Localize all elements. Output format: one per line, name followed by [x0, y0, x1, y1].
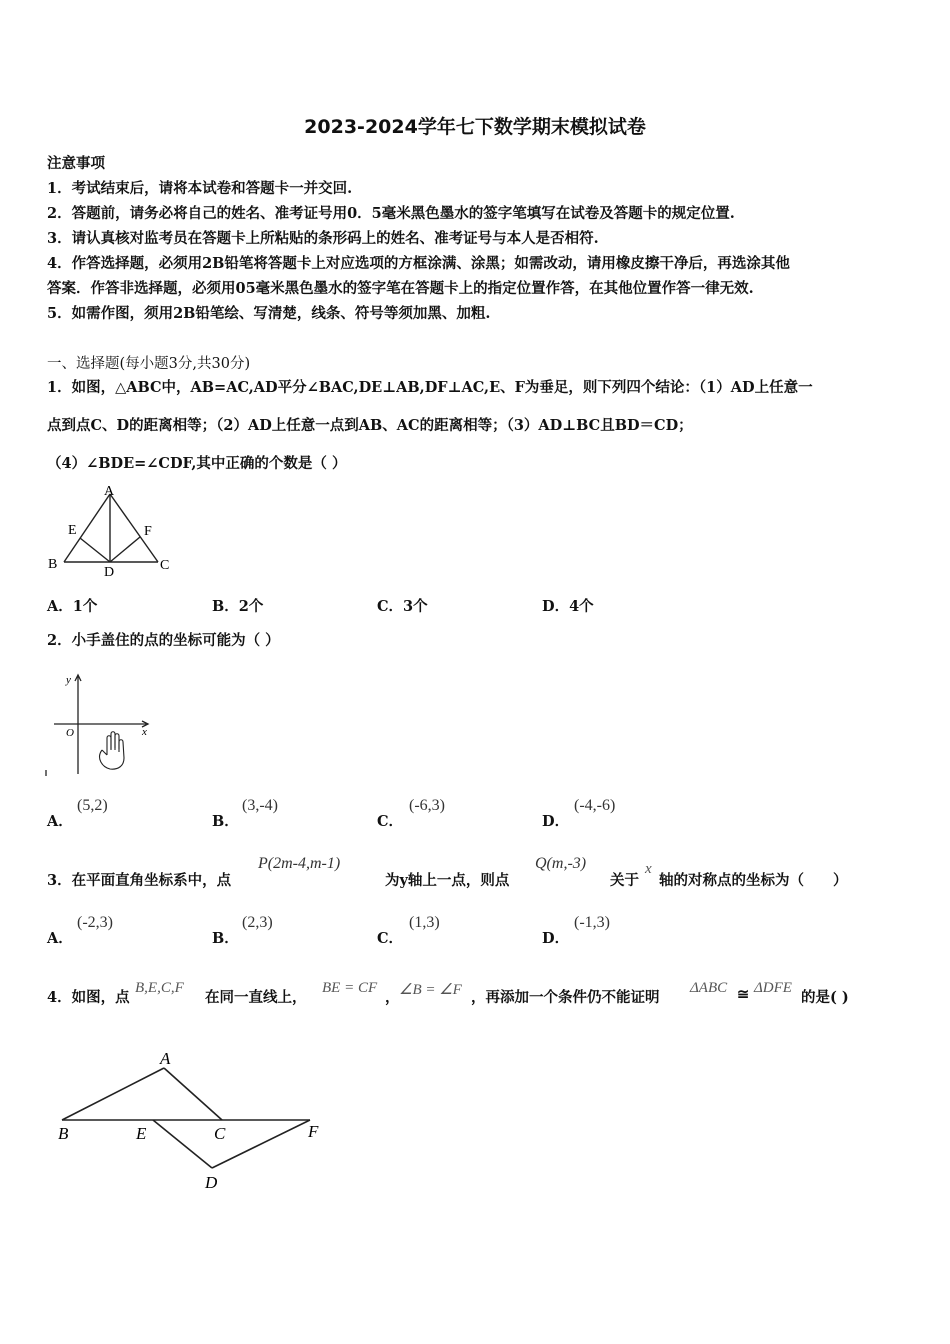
q1-option-d[interactable]: D．4个 — [542, 598, 594, 615]
q1-label-d: D — [104, 565, 115, 580]
exam-page: 2023-2024学年七下数学期末模拟试卷 注意事项 1．考试结束后，请将本试卷和答题卡一并交回. 2．答题前，请务必将自己的姓名、准考证号用0．5毫米黑色墨水的签字笔填写在试卷及答题卡的规定位置. 3．请认真核对监考员在答题卡上所粘贴的条形码上的姓名、准考证号与本人是否相符. 4．作答选择题，必须用2B铅笔将答题卡上对应选项的方框涂满、涂黑；如需改动，请用橡皮擦干净后，再选涂其他 答案．作答非选择题，必须用05毫米黑色墨水的签字笔在答题卡上的指定位置作答，在其他位置作答一律无效. 5．如需作图，须用2B铅笔绘、写清楚，线条、符号等须加黑、加粗. 一、选择题(每小题3分,共30分) 1．如图，△ABC中，AB=AC,AD平分∠BAC,DE⊥AB,DF⊥AC,E、F为垂足，则下列四个结论：（1）AD上任意一 点到点C、D的距离相等；（2）AD上任意一点到AB、AC的距离相等；（3）AD⊥BC且BD＝CD； （4）∠BDE=∠CDF,其中正确的个数是（ ） A B C D E F A．1个 B．2个 C．3个 D．4个 2．小手盖住的点的坐标可能为（ ） y x O A． (5,2) B． (3,-4) C． (-6,3) D． (-4,-6) 3．在平面直角坐标系中，点 P(2m-4,m-1) 为y轴上一点，则点 Q(m,-3) 关于 x 轴的对称点的坐标为（ ） A． (-2,3) B． (2,3) C． (1,3) D． (-1,3) 4．如图，点 B,E,C,F 在同一直线上， BE = CF ， ∠B = ∠F ，再添加一个条件仍不能证明 ΔABC ≅ ΔDFE 的是( ) A B E C F D — [0, 0, 950, 1344]
note-item: 1．考试结束后，请将本试卷和答题卡一并交回. — [47, 180, 353, 197]
q1-line3: （4）∠BDE=∠CDF,其中正确的个数是（ ） — [47, 455, 347, 472]
q2-axis-x: x — [142, 726, 147, 738]
q1-label-c: C — [160, 558, 170, 573]
note-item: 3．请认真核对监考员在答题卡上所粘贴的条形码上的姓名、准考证号与本人是否相符. — [47, 230, 599, 247]
q4-label-b: B — [58, 1124, 69, 1143]
q1-option-a[interactable]: A．1个 — [47, 598, 98, 615]
q1-triangle-figure — [44, 480, 184, 580]
q4-label-e: E — [136, 1124, 147, 1143]
note-item: 5．如需作图，须用2B铅笔绘、写清楚，线条、符号等须加黑、加粗. — [47, 305, 491, 322]
q2-text: 2．小手盖住的点的坐标可能为（ ） — [47, 632, 280, 649]
section-heading: 一、选择题(每小题3分,共30分) — [47, 356, 251, 372]
q1-label-a: A — [104, 484, 115, 499]
hand-icon — [100, 732, 124, 769]
note-item: 答案．作答非选择题，必须用05毫米黑色墨水的签字笔在答题卡上的指定位置作答，在其他位置作答一律无效. — [47, 280, 754, 297]
page-title: 2023-2024学年七下数学期末模拟试卷 — [304, 116, 646, 138]
q1-line1: 1．如图，△ABC中，AB=AC,AD平分∠BAC,DE⊥AB,DF⊥AC,E、F为垂足，则下列四个结论：（1）AD上任意一 — [47, 379, 813, 396]
q4-figure — [52, 1040, 342, 1195]
q4-line: 4．如图，点 B,E,C,F 在同一直线上， BE = CF ， ∠B = ∠F ，再添加一个条件仍不能证明 ΔABC ≅ ΔDFE 的是( ) — [47, 980, 849, 1006]
q1-label-e: E — [68, 523, 77, 538]
notes-heading: 注意事项 — [47, 155, 105, 172]
q2-coordinate-figure — [44, 670, 156, 780]
q4-label-c: C — [214, 1124, 226, 1143]
q4-label-d: D — [205, 1173, 218, 1192]
q1-line2: 点到点C、D的距离相等；（2）AD上任意一点到AB、AC的距离相等；（3）AD⊥BC且BD＝CD； — [47, 417, 693, 434]
note-item: 2．答题前，请务必将自己的姓名、准考证号用0．5毫米黑色墨水的签字笔填写在试卷及答题卡的规定位置. — [47, 205, 735, 222]
note-item: 4．作答选择题，必须用2B铅笔将答题卡上对应选项的方框涂满、涂黑；如需改动，请用橡皮擦干净后，再选涂其他 — [47, 255, 790, 272]
q3-point-p: P(2m-4,m-1) — [258, 855, 341, 872]
q3-line: 3．在平面直角坐标系中，点 P(2m-4,m-1) 为y轴上一点，则点 Q(m,-3) 关于 x 轴的对称点的坐标为（ ） — [47, 855, 848, 889]
q3-point-q: Q(m,-3) — [535, 855, 587, 872]
q1-option-c[interactable]: C．3个 — [377, 598, 428, 615]
q2-origin: O — [66, 727, 74, 739]
q1-option-b[interactable]: B．2个 — [212, 598, 264, 615]
q1-label-f: F — [144, 524, 152, 539]
q4-label-a: A — [160, 1049, 171, 1068]
q2-axis-y: y — [66, 674, 71, 686]
q4-label-f: F — [308, 1122, 319, 1141]
q1-label-b: B — [48, 557, 58, 572]
